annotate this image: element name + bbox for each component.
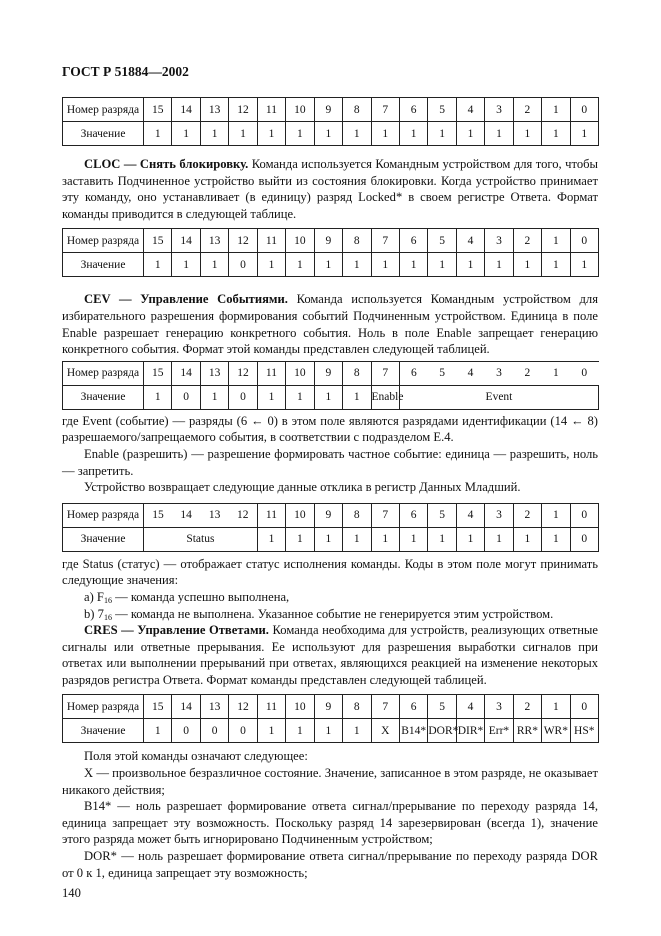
bit-cell: 1 — [542, 122, 570, 146]
bit-cell: 6 — [399, 361, 427, 385]
bit-cell: 13 — [200, 503, 228, 527]
bit-cell: 5 — [428, 503, 456, 527]
bit-cell: 1 — [456, 122, 484, 146]
bit-cell: 13 — [200, 695, 228, 719]
bit-table-3 — [62, 361, 599, 410]
bit-cell: 4 — [456, 98, 484, 122]
bit-cell: 0 — [570, 229, 598, 253]
bit-cell: 2 — [513, 98, 541, 122]
bit-cell: 11 — [257, 229, 285, 253]
bit-cell: 8 — [343, 361, 371, 385]
bit-table-4 — [62, 503, 599, 552]
bit-cell: 0 — [200, 719, 228, 743]
bit-cell: 3 — [485, 361, 513, 385]
fields-intro: Поля этой команды означают следующее: — [84, 749, 308, 764]
bit-cell: 8 — [343, 229, 371, 253]
bit-cell: 1 — [343, 253, 371, 277]
value-row — [63, 527, 599, 551]
row-label: Номер разряда — [63, 229, 144, 253]
bit-cell: 1 — [286, 122, 314, 146]
bit-cell: 0 — [229, 253, 257, 277]
bit-cell: 3 — [485, 98, 513, 122]
bit-cell: 4 — [456, 361, 484, 385]
bit-cell: 6 — [399, 98, 427, 122]
bit-cell: 12 — [229, 98, 257, 122]
bit-cell: 6 — [399, 229, 427, 253]
bit-cell: 1 — [456, 527, 484, 551]
bit-cell: 5 — [428, 361, 456, 385]
status-a-text: — команда успешно выполнена, — [111, 589, 290, 604]
row-label: Значение — [63, 122, 144, 146]
status-description: где Status (статус) — отображает статус исполнения команды. Коды в этом поле могут принимать следующие значения: — [62, 556, 598, 588]
bit-cell: 1 — [314, 253, 342, 277]
cev-paragraph — [62, 291, 598, 357]
bit-cell: DIR* — [456, 719, 484, 743]
bit-cell: 0 — [229, 385, 257, 409]
bit-cell: 7 — [371, 503, 399, 527]
bit-cell: 1 — [542, 527, 570, 551]
bit-cell: 12 — [229, 695, 257, 719]
bit-cell: 1 — [371, 122, 399, 146]
bit-cell: 12 — [229, 503, 257, 527]
status-option-a — [62, 589, 598, 606]
cres-title: CRES — Управление Ответами. — [84, 623, 269, 638]
bit-cell: 1 — [542, 695, 570, 719]
bit-cell: 9 — [314, 98, 342, 122]
bit-cell: 1 — [172, 253, 200, 277]
bit-cell: Enable — [371, 385, 399, 409]
status-b-sub: 16 — [103, 612, 112, 622]
bit-number-row — [63, 98, 599, 122]
page-number: 140 — [62, 886, 81, 901]
bit-cell: 1 — [513, 253, 541, 277]
bit-cell: 1 — [485, 122, 513, 146]
bit-cell: 15 — [144, 695, 172, 719]
bit-cell: 1 — [200, 122, 228, 146]
bit-cell: 10 — [286, 229, 314, 253]
bit-cell: DOR* — [428, 719, 456, 743]
bit-cell: HS* — [570, 719, 598, 743]
bit-cell: 10 — [286, 695, 314, 719]
bit-cell: 4 — [456, 695, 484, 719]
status-option-b — [62, 606, 598, 623]
bit-cell: 1 — [399, 527, 427, 551]
bit-cell: 1 — [570, 122, 598, 146]
bit-cell: X — [371, 719, 399, 743]
bit-cell: 14 — [172, 695, 200, 719]
row-label: Значение — [63, 385, 144, 409]
bit-cell: 1 — [542, 98, 570, 122]
bit-cell: 13 — [200, 229, 228, 253]
bit-cell: 1 — [399, 253, 427, 277]
cev-title: CEV — Управление Событиями. — [84, 292, 288, 307]
bit-cell: 9 — [314, 503, 342, 527]
status-b-prefix: b) 7 — [84, 606, 104, 621]
bit-cell: 1 — [542, 253, 570, 277]
bit-cell: 4 — [456, 503, 484, 527]
bit-cell: 1 — [428, 527, 456, 551]
bit-cell: 2 — [513, 361, 541, 385]
bit-cell: 1 — [172, 122, 200, 146]
bit-cell: 8 — [343, 695, 371, 719]
bit-cell: 2 — [513, 229, 541, 253]
bit-cell: 1 — [542, 229, 570, 253]
bit-cell: 1 — [314, 719, 342, 743]
bit-number-row — [63, 229, 599, 253]
row-label: Номер разряда — [63, 695, 144, 719]
bit-cell: RR* — [513, 719, 541, 743]
bit-cell: 8 — [343, 98, 371, 122]
bit-cell: 0 — [570, 361, 598, 385]
bit-cell: 15 — [144, 503, 172, 527]
cloc-paragraph — [62, 156, 598, 222]
bit-cell: 12 — [229, 361, 257, 385]
bit-cell: 0 — [570, 98, 598, 122]
bit-cell: 10 — [286, 503, 314, 527]
response-description: Устройство возвращает следующие данные отклика в регистр Данных Младший. — [84, 480, 521, 495]
bit-cell: 1 — [144, 122, 172, 146]
bit-cell: 6 — [399, 695, 427, 719]
bit-cell: 1 — [286, 719, 314, 743]
bit-cell: 1 — [286, 527, 314, 551]
status-b-text: — команда не выполнена. Указанное событие не генерируется этим устройством. — [111, 606, 554, 621]
value-row — [63, 253, 599, 277]
bit-cell: 7 — [371, 695, 399, 719]
bit-number-row — [63, 695, 599, 719]
bit-cell: B14* — [399, 719, 427, 743]
cloc-title: CLOC — Снять блокировку. — [84, 157, 249, 171]
bit-cell: 1 — [343, 527, 371, 551]
value-row — [63, 385, 599, 409]
bit-cell: 1 — [144, 253, 172, 277]
bit-cell: 3 — [485, 503, 513, 527]
bit-cell: 1 — [286, 253, 314, 277]
field-dor: DOR* — ноль разрешает формирование ответа сигнал/прерывание по переходу разряда DOR от 0 к 1, единица запрещает эту возможность; — [62, 849, 598, 880]
bit-cell: 0 — [570, 503, 598, 527]
event-description: где Event (событие) — разряды (6 ← 0) в этом поле являются разрядами идентификации (14 ← 8) разрешаемого/запрещаемого события, в соответствии с подразделом Е.4. — [62, 413, 598, 445]
bit-cell: 1 — [513, 122, 541, 146]
bit-cell: 1 — [314, 527, 342, 551]
cev-text: Команда используется Командным устройством для избирательного разрешения формирования событий Подчиненным устройством. Единица в поле Enable разрешает генерацию конкретного события. Ноль в поле Enable запрещает генерацию конкретного события. Формат этой команды представлен следующей таблицей. — [62, 292, 598, 357]
field-b14: B14* — ноль разрешает формирование ответа сигнал/прерывание по переходу разряда 14, единица запрещает эту возможность. Поскольку разряд 14 зарезервирован (всегда 1), значение этого разряда может быть игнорировано Подчиненным устройством; — [62, 799, 598, 847]
event-section — [62, 413, 598, 496]
bit-cell: 13 — [200, 361, 228, 385]
bit-cell: 1 — [257, 527, 285, 551]
cloc-section — [62, 156, 598, 222]
bit-cell: 1 — [286, 385, 314, 409]
bit-cell: 11 — [257, 695, 285, 719]
bit-cell: WR* — [542, 719, 570, 743]
bit-cell: 10 — [286, 361, 314, 385]
status-section — [62, 556, 598, 689]
bit-cell: 1 — [229, 122, 257, 146]
bit-cell: 1 — [399, 122, 427, 146]
bit-cell: 9 — [314, 695, 342, 719]
bit-cell: 13 — [200, 98, 228, 122]
bit-table-1 — [62, 97, 599, 146]
bit-cell: 15 — [144, 229, 172, 253]
bit-cell: 0 — [570, 695, 598, 719]
bit-cell: 0 — [172, 385, 200, 409]
bit-cell: 7 — [371, 98, 399, 122]
row-label: Номер разряда — [63, 98, 144, 122]
bit-cell: 1 — [144, 719, 172, 743]
bit-cell: 14 — [172, 98, 200, 122]
bit-cell: 14 — [172, 503, 200, 527]
bit-number-row — [63, 361, 599, 385]
bit-cell: 2 — [513, 503, 541, 527]
bit-cell: 1 — [485, 527, 513, 551]
bit-cell: 1 — [542, 361, 570, 385]
cev-section — [62, 291, 598, 357]
row-label: Значение — [63, 719, 144, 743]
bit-cell: 15 — [144, 98, 172, 122]
cres-text: Команда необходима для устройств, реализующих ответные сигналы или ответные прерывания. Ее используют для разрешения выработки сигналов при ответах или выполнении прерываний при ответах, являющихся реакцией на изменение некоторых разрядов регистра Ответа. Формат команды представлен следующей таблицей. — [62, 623, 598, 687]
bit-cell: 5 — [428, 229, 456, 253]
bit-cell: 14 — [172, 361, 200, 385]
bit-cell: 1 — [343, 385, 371, 409]
bit-cell: 1 — [257, 385, 285, 409]
status-a-prefix: a) F — [84, 589, 104, 604]
bit-cell: 1 — [485, 253, 513, 277]
bit-cell: 1 — [343, 719, 371, 743]
bit-cell: 1 — [314, 385, 342, 409]
document-header: ГОСТ Р 51884—2002 — [62, 64, 189, 79]
bit-cell: 1 — [371, 527, 399, 551]
bit-cell: Status — [144, 527, 258, 551]
bit-cell: 1 — [542, 503, 570, 527]
status-a-sub: 16 — [103, 595, 112, 605]
bit-cell: 1 — [200, 253, 228, 277]
bit-cell: 9 — [314, 361, 342, 385]
bit-cell: 11 — [257, 503, 285, 527]
bit-cell: 14 — [172, 229, 200, 253]
value-row — [63, 122, 599, 146]
bit-cell: 8 — [343, 503, 371, 527]
bit-cell: 9 — [314, 229, 342, 253]
bit-cell: 1 — [343, 122, 371, 146]
enable-description: Enable (разрешить) — разрешение формировать частное событие: единица — разрешить, ноль — запретить. — [62, 446, 598, 478]
bit-cell: 0 — [570, 527, 598, 551]
bit-cell: 12 — [229, 229, 257, 253]
bit-table-5 — [62, 694, 599, 743]
bit-cell: 1 — [314, 122, 342, 146]
bit-cell: 7 — [371, 229, 399, 253]
bit-number-row — [63, 503, 599, 527]
fields-section — [62, 748, 598, 881]
bit-cell: 7 — [371, 361, 399, 385]
bit-cell: Err* — [485, 719, 513, 743]
row-label: Значение — [63, 527, 144, 551]
bit-cell: 0 — [229, 719, 257, 743]
row-label: Номер разряда — [63, 503, 144, 527]
value-row — [63, 719, 599, 743]
bit-cell: 5 — [428, 98, 456, 122]
cres-paragraph — [62, 622, 598, 688]
bit-cell: 1 — [456, 253, 484, 277]
bit-cell: 15 — [144, 361, 172, 385]
bit-cell: Event — [399, 385, 598, 409]
bit-cell: 11 — [257, 98, 285, 122]
bit-cell: 1 — [257, 253, 285, 277]
field-x: X — произвольное безразличное состояние. Значение, записанное в этом разряде, не оказывает никакого действия; — [62, 766, 598, 797]
bit-cell: 6 — [399, 503, 427, 527]
bit-table-2 — [62, 228, 599, 277]
bit-cell: 2 — [513, 695, 541, 719]
bit-cell: 10 — [286, 98, 314, 122]
bit-cell: 11 — [257, 361, 285, 385]
bit-cell: 1 — [257, 719, 285, 743]
bit-cell: 1 — [428, 122, 456, 146]
bit-cell: 1 — [428, 253, 456, 277]
bit-cell: 3 — [485, 229, 513, 253]
row-label: Значение — [63, 253, 144, 277]
cloc-text: Команда используется Командным устройством для того, чтобы заставить Подчиненное устройство выйти из состояния блокировки. Когда устройство принимает эту команду, оно устанавливает (в единицу) разряд Locked* в своем регистре Ответа. Формат команды приводится в следующей таблице. — [62, 157, 599, 221]
bit-cell: 1 — [513, 527, 541, 551]
bit-cell: 0 — [172, 719, 200, 743]
bit-cell: 5 — [428, 695, 456, 719]
bit-cell: 1 — [144, 385, 172, 409]
bit-cell: 1 — [570, 253, 598, 277]
bit-cell: 1 — [257, 122, 285, 146]
row-label: Номер разряда — [63, 361, 144, 385]
bit-cell: 1 — [200, 385, 228, 409]
bit-cell: 1 — [371, 253, 399, 277]
bit-cell: 4 — [456, 229, 484, 253]
bit-cell: 3 — [485, 695, 513, 719]
